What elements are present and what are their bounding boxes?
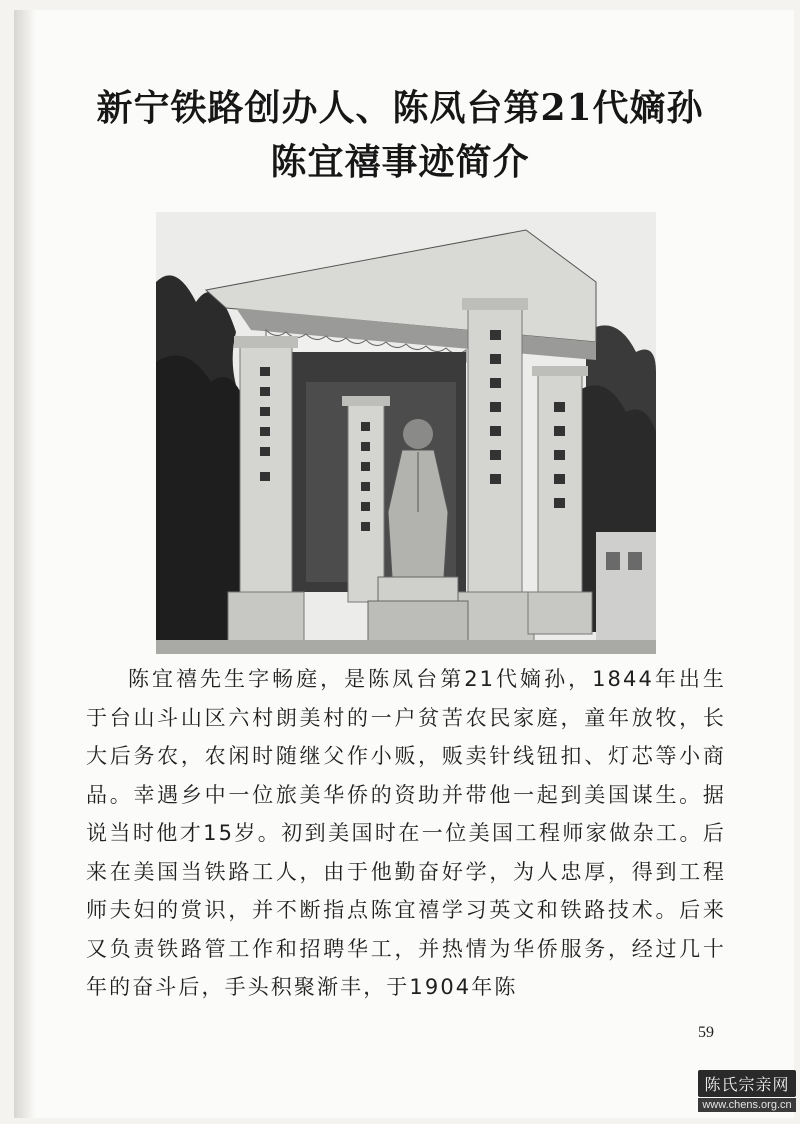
body-text (86, 660, 726, 1007)
memorial-statue-photo (156, 212, 656, 654)
page-subtitle: 陈宜禧事迹简介 (270, 141, 530, 183)
watermark-name: 陈氏宗亲网 (698, 1070, 796, 1097)
paragraph: 陈宜禧先生字畅庭，是陈凤台第21代嫡孙，1844年出生于台山斗山区六村朗美村的一户贫苦农民家庭，童年放牧，长大后务农，农闲时随继父作小贩，贩卖针线钮扣、灯芯等小商品。幸遇乡中一位旅美华侨的资助并带他一起到美国谋生。据说当时他才15岁。初到美国时在一位美国工程师家做杂工。后来在美国当铁路工人，由于他勤奋好学，为人忠厚，得到工程师夫妇的赏识，并不断指点陈宜禧学习英文和铁路技术。后来又负责铁路管工作和招聘华工，并热情为华侨服务，经过几十年的奋斗后，手头积聚渐丰，于1904年陈 (86, 667, 726, 999)
page-number: 59 (698, 1024, 714, 1041)
site-watermark (698, 1070, 796, 1112)
watermark-url: www.chens.org.cn (698, 1098, 796, 1112)
page-title: 新宁铁路创办人、陈凤台第21代嫡孙 (96, 87, 704, 129)
